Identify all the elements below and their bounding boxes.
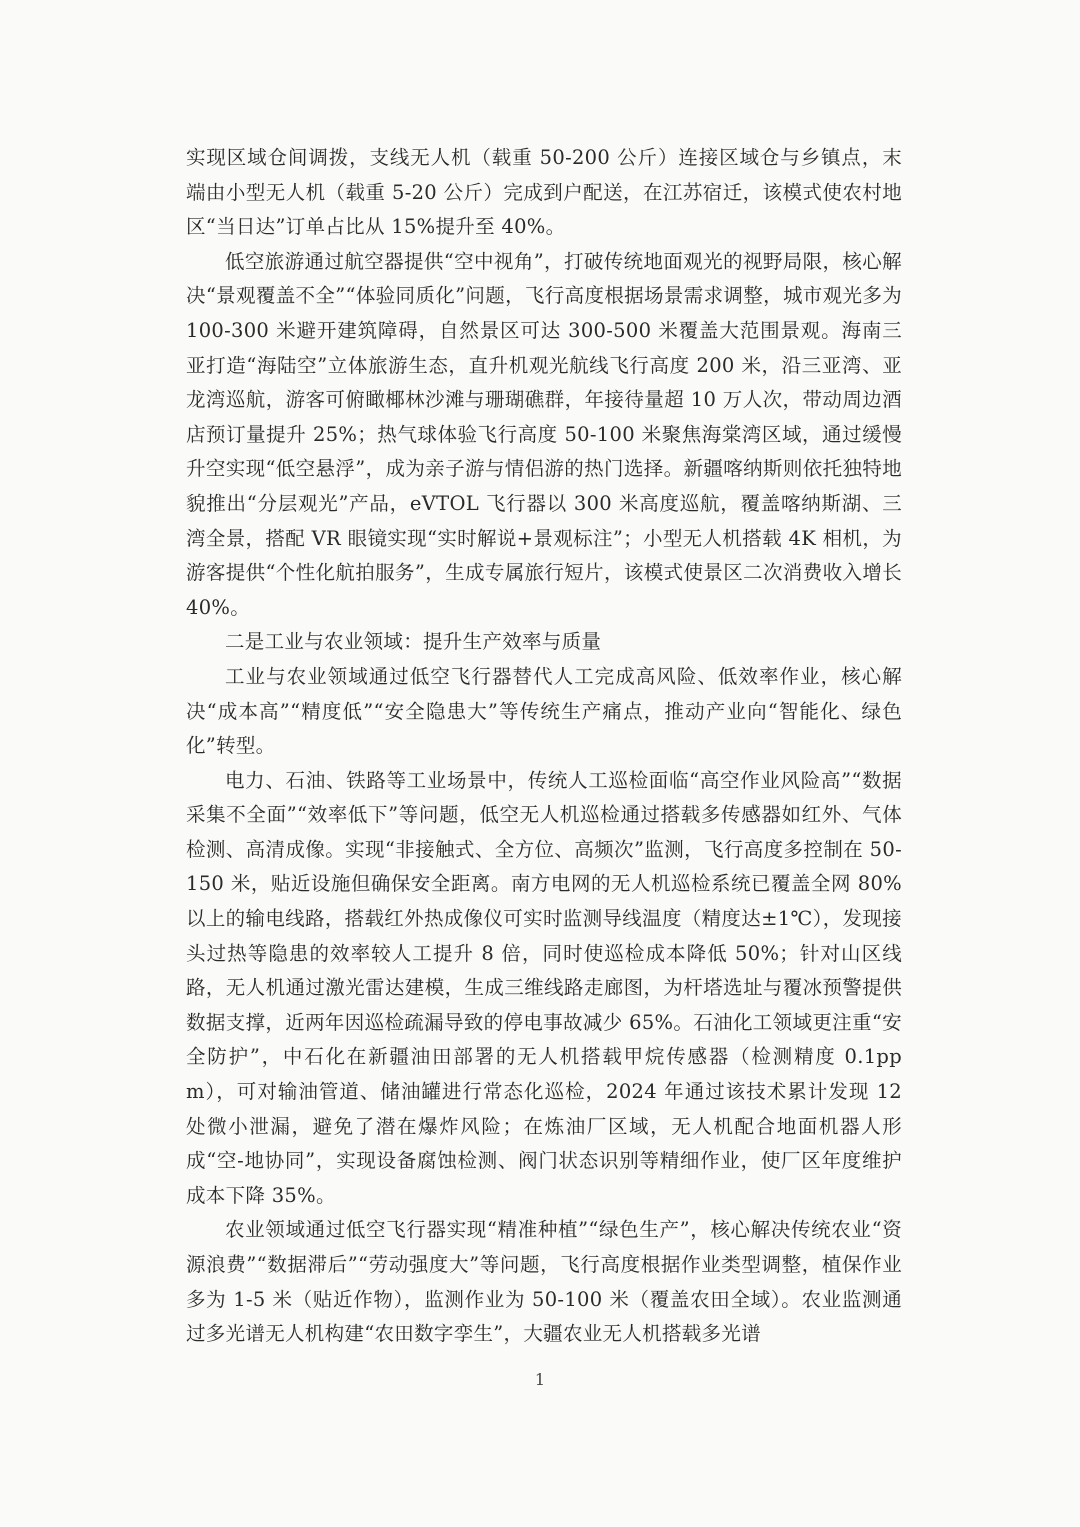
- paragraph: 实现区域仓间调拨，支线无人机（载重 50-200 公斤）连接区域仓与乡镇点，末端由小型无人机（载重 5-20 公斤）完成到户配送，在江苏宿迁，该模式使农村地区“当日达”订单占比从 15%提升至 40%。: [186, 146, 902, 239]
- paragraph: 农业领域通过低空飞行器实现“精准种植”“绿色生产”，核心解决传统农业“资源浪费”“数据滞后”“劳动强度大”等问题，飞行高度根据作业类型调整，植保作业多为 1-5 米（贴近作物），监测作业为 50-100 米（覆盖农田全域）。农业监测通过多光谱无人机构建“农田数字孪生”，大疆农业无人机搭载多光谱: [186, 1218, 902, 1346]
- paragraph: 低空旅游通过航空器提供“空中视角”，打破传统地面观光的视野局限，核心解决“景观覆盖不全”“体验同质化”问题，飞行高度根据场景需求调整，城市观光多为 100-300 米避开建筑障碍，自然景区可达 300-500 米覆盖大范围景观。海南三亚打造“海陆空”立体旅游生态，直升机观光航线飞行高度 200 米，沿三亚湾、亚龙湾巡航，游客可俯瞰椰林沙滩与珊瑚礁群，年接待量超 10 万人次，带动周边酒店预订量提升 25%；热气球体验飞行高度 50-100 米聚焦海棠湾区域，通过缓慢升空实现“低空悬浮”，成为亲子游与情侣游的热门选择。新疆喀纳斯则依托独特地貌推出“分层观光”产品，eVTOL 飞行器以 300 米高度巡航，覆盖喀纳斯湖、三湾全景，搭配 VR 眼镜实现“实时解说+景观标注”；小型无人机搭载 4K 相机，为游客提供“个性化航拍服务”，生成专属旅行短片，该模式使景区二次消费收入增长 40%。: [186, 249, 902, 619]
- section-heading: 二是工业与农业领域：提升生产效率与质量: [225, 630, 602, 654]
- page-number: 1: [534, 1370, 546, 1389]
- paragraph: 电力、石油、铁路等工业场景中，传统人工巡检面临“高空作业风险高”“数据采集不全面”“效率低下”等问题，低空无人机巡检通过搭载多传感器如红外、气体检测、高清成像。实现“非接触式、全方位、高频次”监测，飞行高度多控制在 50-150 米，贴近设施但确保安全距离。南方电网的无人机巡检系统已覆盖全网 80%以上的输电线路，搭载红外热成像仪可实时监测导线温度（精度达±1℃），发现接头过热等隐患的效率较人工提升 8 倍，同时使巡检成本降低 50%；针对山区线路，无人机通过激光雷达建模，生成三维线路走廊图，为杆塔选址与覆冰预警提供数据支撑，近两年因巡检疏漏导致的停电事故减少 65%。石油化工领域更注重“安全防护”，中石化在新疆油田部署的无人机搭载甲烷传感器（检测精度 0.1ppm），可对输油管道、储油罐进行常态化巡检，2024 年通过该技术累计发现 12 处微小泄漏，避免了潜在爆炸风险；在炼油厂区域，无人机配合地面机器人形成“空-地协同”，实现设备腐蚀检测、阀门状态识别等精细作业，使厂区年度维护成本下降 35%。: [186, 768, 902, 1207]
- document-body: [186, 141, 902, 1352]
- paragraph: 工业与农业领域通过低空飞行器替代人工完成高风险、低效率作业，核心解决“成本高”“精度低”“安全隐患大”等传统生产痛点，推动产业向“智能化、绿色化”转型。: [186, 664, 902, 758]
